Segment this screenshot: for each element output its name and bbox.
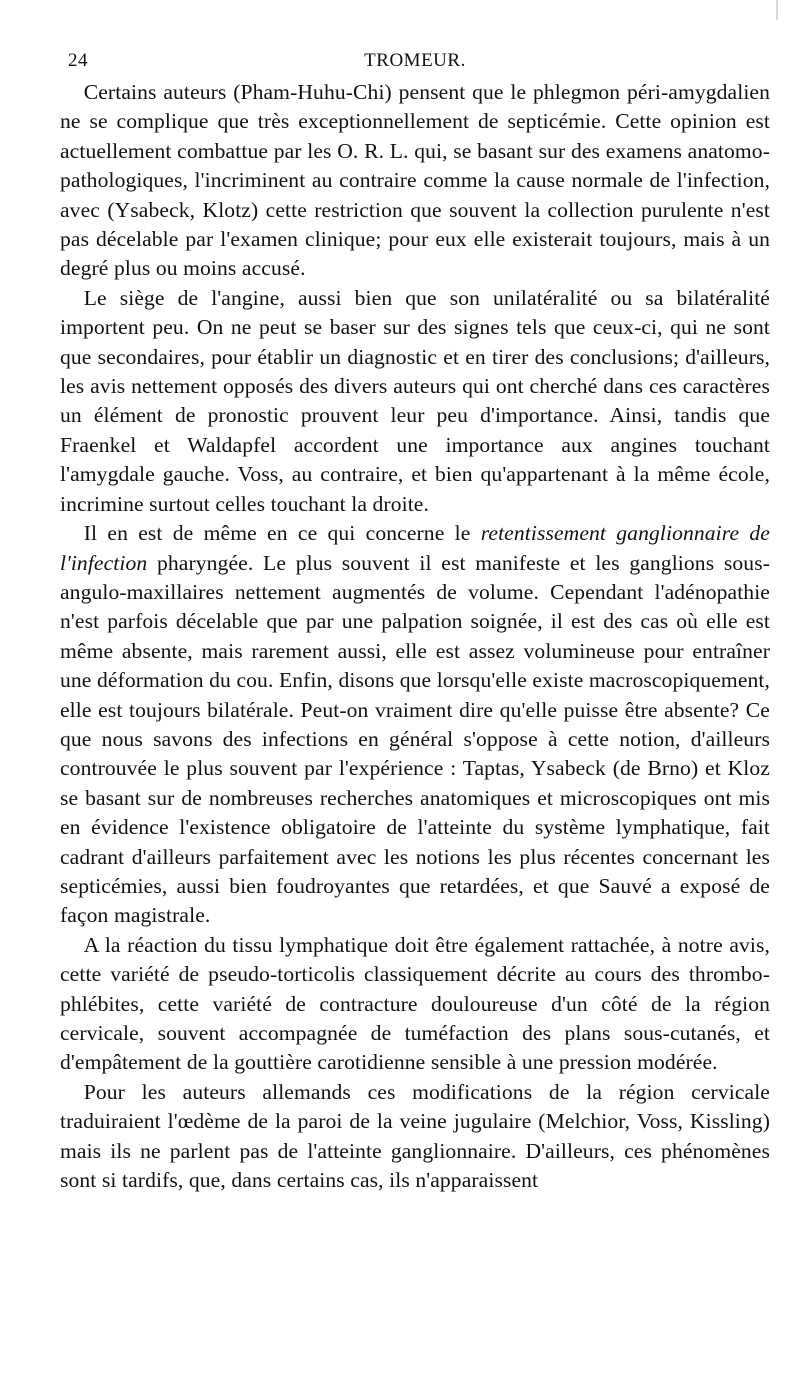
paragraph: Pour les auteurs allemands ces modifications de la région cervicale traduiraient l'œdème de la paroi de la veine jugulaire (Melchior, Voss, Kissling) mais ils ne parlent pas de l'atteinte ganglionnaire. D'ailleurs, ces phénomènes sont si tardifs, que, dans certains cas, ils n'apparaissent xyxy=(60,1079,770,1193)
running-title: TROMEUR. xyxy=(364,50,466,71)
paragraph: Le siège de l'angine, aussi bien que son unilatéralité ou sa bilatéralité importent peu. On ne peut se baser sur des signes tels que ceux-ci, qui ne sont que secondaires, pour établir un diagnostic et en tirer des conclusions; d'ailleurs, les avis nettement opposés des divers auteurs qui ont cherché dans ces caractères un élément de pronostic prouvent leur peu d'importance. Ainsi, tandis que Fraenkel et Waldapfel accordent une importance aux angines touchant l'amygdale gauche. Voss, au contraire, et bien qu'appartenant à la même école, incrimine surtout celles touchant la droite. xyxy=(60,285,770,516)
body-text xyxy=(60,78,770,1195)
paragraph-text: Il en est de même en ce qui concerne le xyxy=(83,521,481,546)
paragraph-text: pharyngée. Le plus souvent il est manifeste et les ganglions sous-angulo-maxillaires nettement augmentés de volume. Cependant l'adénopathie n'est parfois décelable que par une palpation soignée, il est des cas où elle est même absente, mais rarement aussi, elle est assez volumineuse pour entraîner une déformation du cou. Enfin, disons que lorsqu'elle existe macroscopiquement, elle est toujours bilatérale. Peut-on vraiment dire qu'elle puisse être absente? Ce que nous savons des infections en général s'oppose à cette notion, d'ailleurs controuvée le plus souvent par l'expérience : Taptas, Ysabeck (de Brno) et Kloz se basant sur de nombreuses recherches anatomiques et microscopiques ont mis en évidence l'existence obligatoire de l'atteinte du système lymphatique, fait cadrant d'ailleurs parfaitement avec les notions les plus récentes concernant les septicémies, aussi bien foudroyantes que retardées, et que Sauvé a exposé de façon magistrale. xyxy=(60,550,770,928)
scan-edge-mark xyxy=(776,0,778,20)
running-head xyxy=(60,44,770,78)
paragraph xyxy=(60,519,770,931)
paragraph: A la réaction du tissu lymphatique doit être également rattachée, à notre avis, cette variété de pseudo-torticolis classiquement décrite au cours des thrombo-phlébites, cette variété de contracture douloureuse d'un côté de la région cervicale, souvent accompagnée de tuméfaction des plans sous-cutanés, et d'empâtement de la gouttière carotidienne sensible à une pression modérée. xyxy=(60,932,770,1075)
paragraph: Certains auteurs (Pham-Huhu-Chi) pensent que le phlegmon péri-amygdalien ne se complique que très exceptionnellement de septicémie. Cette opinion est actuellement combattue par les O. R. L. qui, se basant sur des examens anatomo-pathologiques, l'incriminent au contraire comme la cause normale de l'infection, avec (Ysabeck, Klotz) cette restriction que souvent la collection purulente n'est pas décelable par l'examen clinique; pour eux elle existerait toujours, mais à un degré plus ou moins accusé. xyxy=(60,80,770,281)
emphasized-phrase: retentissement ganglionnaire de l'infection xyxy=(60,521,770,575)
book-page xyxy=(60,44,770,1195)
page-number: 24 xyxy=(68,50,88,71)
